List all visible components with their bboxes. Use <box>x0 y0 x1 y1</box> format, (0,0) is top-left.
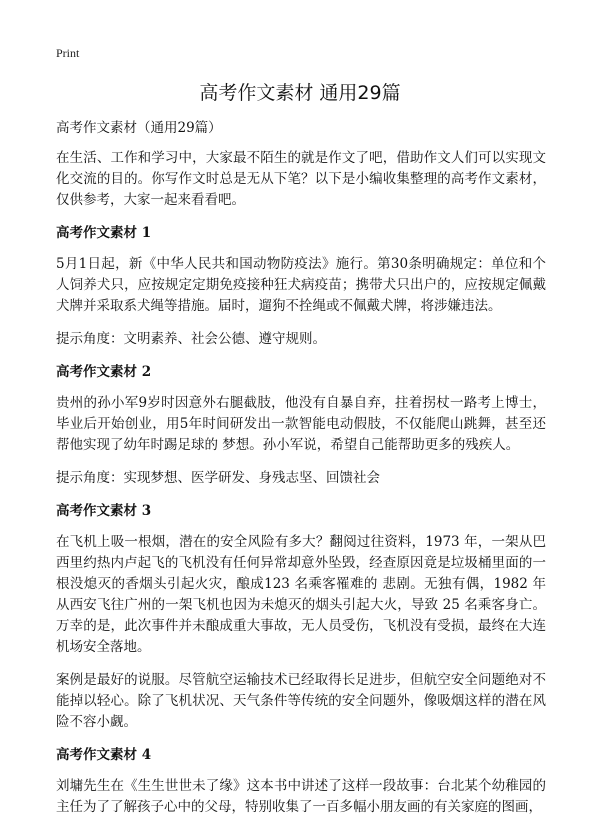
section-hint: 提示角度：实现梦想、医学研发、身残志坚、回馈社会 <box>56 470 380 486</box>
document-title: 高考作文素材 通用29篇 <box>199 82 401 104</box>
document-subtitle: 高考作文素材（通用29篇） <box>56 120 222 136</box>
section-4 <box>56 745 546 818</box>
section-1 <box>56 223 546 350</box>
document-body <box>56 118 546 830</box>
section-paragraph: 案例是最好的说服。尽管航空运输技术已经取得长足进步，但航空安全问题绝对不能掉以轻心。除了飞机状况、天气条件等传统的安全问题外，像吸烟这样的潜在风险不容小觑。 <box>56 672 546 730</box>
section-hint: 提示角度：文明素养、社会公德、遵守规则。 <box>56 331 326 347</box>
section-paragraph: 贵州的孙小军9岁时因意外右腿截肢，他没有自暴自弃，拄着拐杖一路考上博士，毕业后开始创业，用5年时间研发出一款智能电动假肢，不仅能爬山跳舞，甚至还帮他实现了幼年时踢足球的 梦想。孙小军说，希望自己能帮助更多的残疾人。 <box>56 395 546 453</box>
section-paragraph: 刘墉先生在《生生世世未了缘》这本书中讲述了这样一段故事：台北某个幼稚园的主任为了了解孩子心中的父母，特别收集了一百多幅小朋友画的有关家庭的图画， <box>56 778 546 815</box>
print-label: Print <box>56 46 80 60</box>
section-heading: 高考作文素材 1 <box>56 225 152 241</box>
section-paragraph: 5月1日起，新《中华人民共和国动物防疫法》施行。第30条明确规定：单位和个人饲养犬只，应按规定定期免疫接种狂犬病疫苗；携带犬只出户的，应按规定佩戴犬牌并采取系犬绳等措施。届时，遛狗不拴绳或不佩戴犬牌，将涉嫌违法。 <box>56 256 546 314</box>
section-3 <box>56 501 546 733</box>
section-heading: 高考作文素材 2 <box>56 364 152 380</box>
section-heading: 高考作文素材 4 <box>56 747 152 763</box>
section-heading: 高考作文素材 3 <box>56 503 152 519</box>
intro-paragraph: 在生活、工作和学习中，大家最不陌生的就是作文了吧，借助作文人们可以实现文化交流的目的。你写作文时总是无从下笔？以下是小编收集整理的高考作文素材，仅供参考，大家一起来看看吧。 <box>56 150 546 208</box>
section-2 <box>56 362 546 489</box>
section-paragraph: 在飞机上吸一根烟，潜在的安全风险有多大？翻阅过往资料，1973 年，一架从巴西里约热内卢起飞的飞机没有任何异常却意外坠毁，经查原因竟是垃圾桶里面的一根没熄灭的香烟头引起火灾，酿成123 名乘客罹难的 悲剧。无独有偶，1982 年从西安飞往广州的一架飞机也因为未熄灭的烟头引起大火，导致 25 名乘客身亡。万幸的是，此次事件并未酿成重大事故，无人员受伤，飞机没有受损，最终在大连机场安全落地。 <box>56 534 546 655</box>
